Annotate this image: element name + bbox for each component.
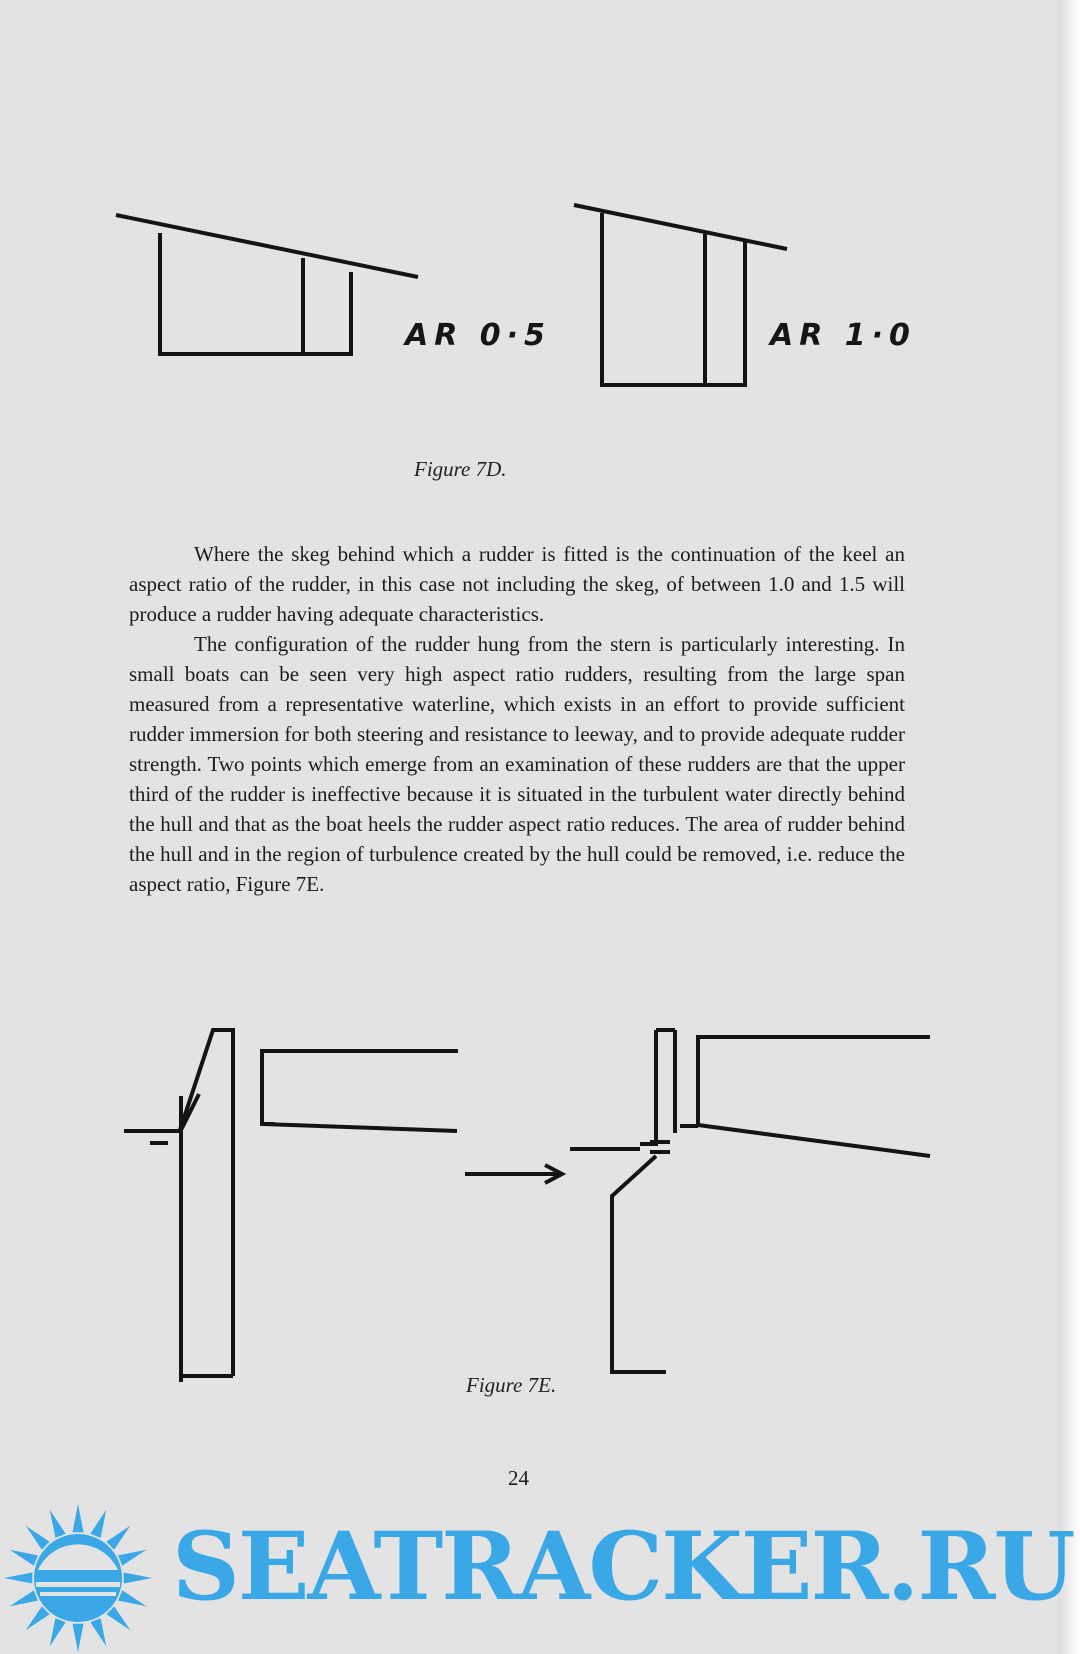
transform-arrow — [465, 1165, 562, 1183]
figure-7d-caption: Figure 7D. — [414, 457, 507, 481]
sun-ray — [118, 1550, 146, 1566]
sun-icon — [4, 1504, 152, 1652]
sun-ray — [26, 1526, 50, 1550]
sun-ray — [90, 1618, 106, 1646]
paragraph-stern-rudder: The configuration of the rudder hung from the stern is particularly interesting. In small boats can be seen very high aspect ratio rudders, resulting from the large span measured from a representative waterline, which exists in an effort to provide sufficient rudder immersion for both steering and resistance to leeway, and to provide adequate rudder strength. Two points which emerge from an examination of these rudders are that the upper third of the rudder is ineffective because it is situated in the turbulent water directly behind the hull and that as the boat heels the rudder aspect ratio reduces. The area of rudder behind the hull and in the region of turbulence created by the hull could be removed, i.e. reduce the aspect ratio, Figure 7E. — [129, 632, 905, 896]
paragraph-skeg: Where the skeg behind which a rudder is fitted is the continuation of the keel an aspect ratio of the rudder, in this case not including the skeg, of between 1.0 and 1.5 will produce a rudder having adequate characteristics. — [129, 542, 905, 626]
sun-ray — [118, 1590, 146, 1606]
transom-rudder-high-ar — [124, 1030, 458, 1380]
sun-ray — [10, 1550, 38, 1566]
transom-rudder-reduced-ar — [570, 1030, 930, 1372]
sun-ray — [106, 1606, 130, 1630]
sun-ray — [90, 1510, 106, 1538]
figure-7d-label-ar-0-5: AR 0·5 — [405, 318, 551, 353]
sun-ray — [106, 1526, 130, 1550]
sun-ray — [10, 1590, 38, 1606]
sun-ray — [50, 1618, 66, 1646]
sun-ray — [73, 1504, 84, 1532]
sun-ray — [4, 1573, 32, 1584]
figure-7d-label-ar-1-0: AR 1·0 — [770, 318, 916, 353]
rudder-diagram-ar-0-5 — [116, 215, 418, 354]
sun-ray — [26, 1606, 50, 1630]
body-text — [129, 539, 905, 899]
sun-ray — [124, 1573, 152, 1584]
rudder-diagram-ar-1-0 — [574, 205, 787, 385]
sun-ray — [50, 1510, 66, 1538]
figure-7e-caption: Figure 7E. — [466, 1373, 557, 1397]
sun-ray — [73, 1624, 84, 1652]
watermark-text: SEATRACKER.RU — [172, 1512, 1074, 1622]
page-number: 24 — [508, 1466, 529, 1490]
